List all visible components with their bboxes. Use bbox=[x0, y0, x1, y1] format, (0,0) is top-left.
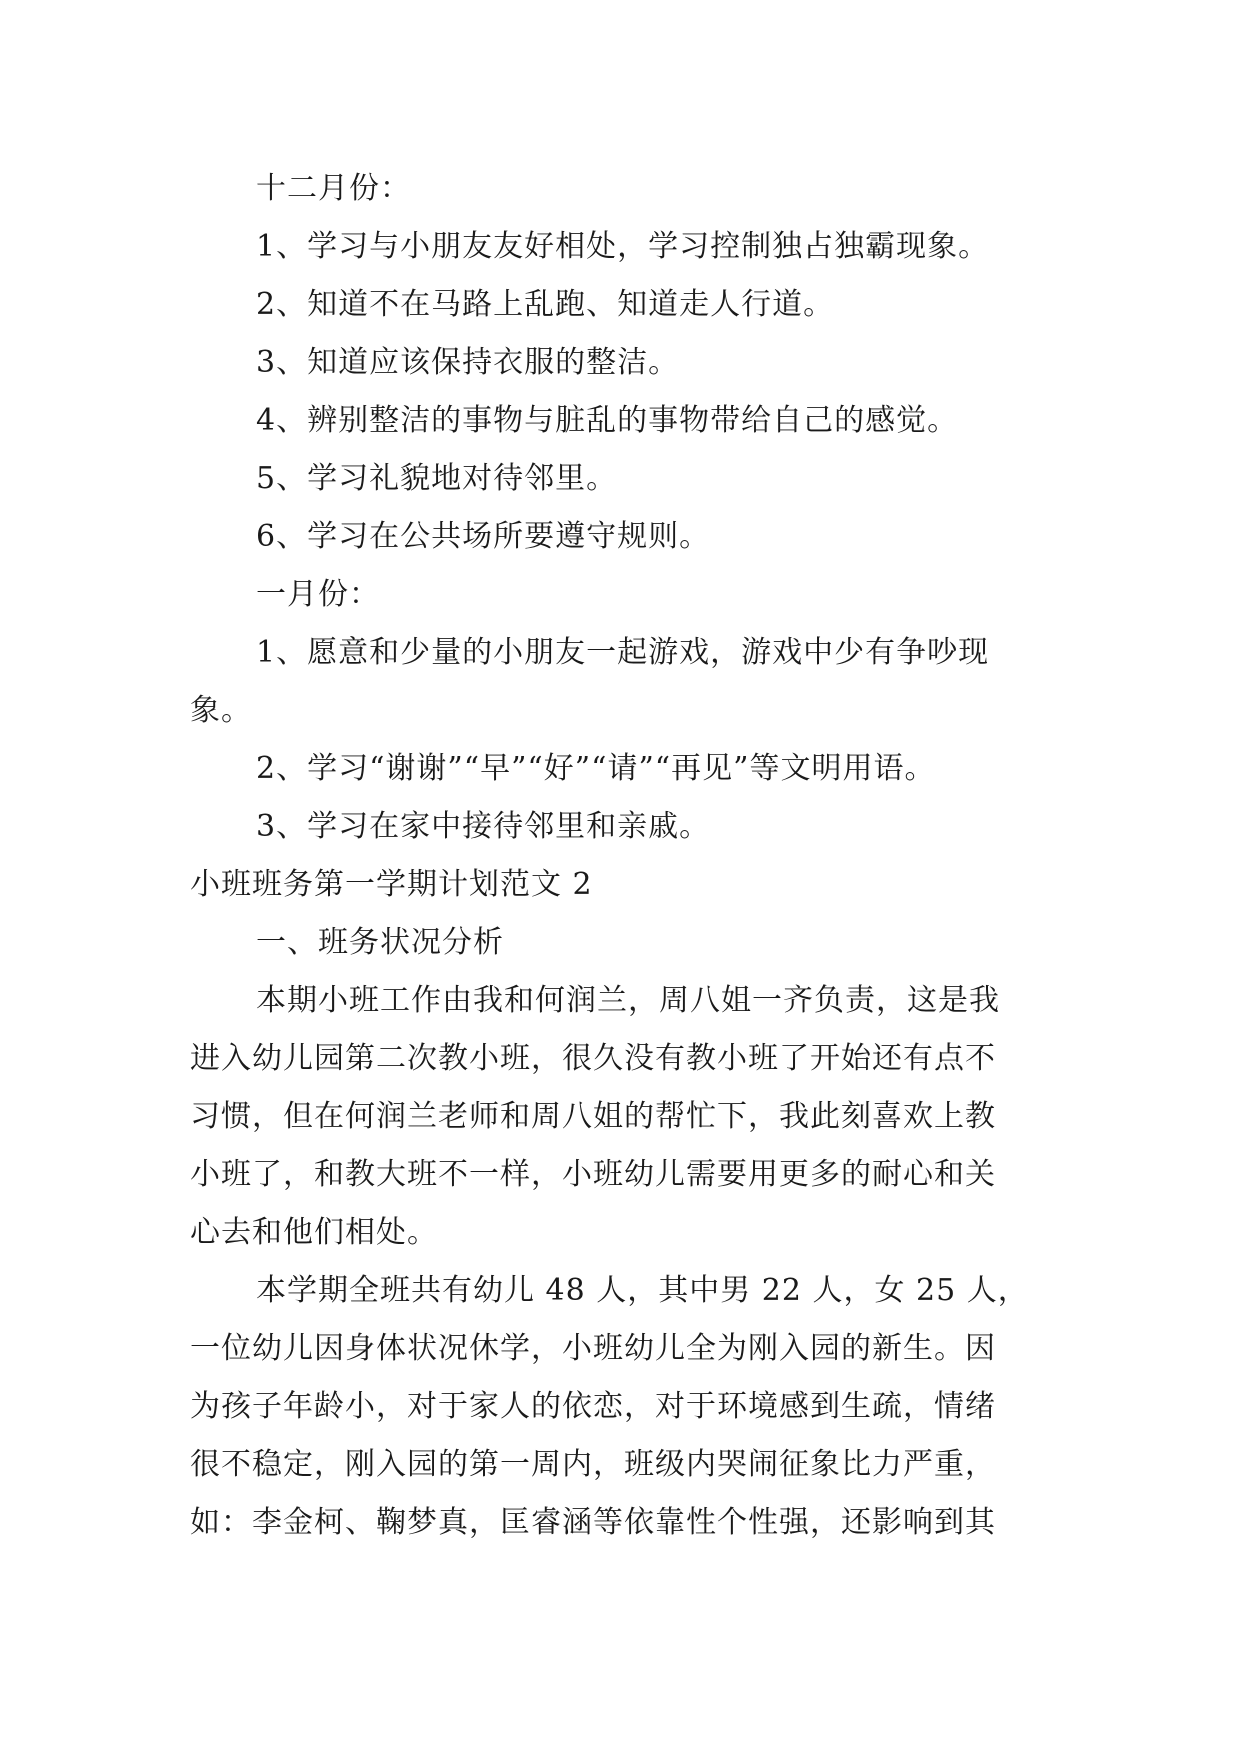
list-item: 4、辨别整洁的事物与脏乱的事物带给自己的感觉。 bbox=[256, 403, 959, 438]
paragraph-line: 本期小班工作由我和何润兰，周八姐一齐负责，这是我 bbox=[256, 983, 1000, 1018]
list-item: 2、学习“谢谢”“早”“好”“请”“再见”等文明用语。 bbox=[256, 751, 936, 786]
list-item: 5、学习礼貌地对待邻里。 bbox=[256, 461, 618, 496]
list-item: 2、知道不在马路上乱跑、知道走人行道。 bbox=[256, 287, 835, 322]
paragraph-line: 心去和他们相处。 bbox=[190, 1215, 438, 1250]
list-item-continuation: 象。 bbox=[190, 693, 252, 728]
section-heading-december: 十二月份： bbox=[256, 171, 411, 206]
list-item: 1、愿意和少量的小朋友一起游戏，游戏中少有争吵现 bbox=[256, 635, 990, 670]
paragraph-line: 本学期全班共有幼儿 48 人，其中男 22 人，女 25 人， bbox=[256, 1273, 1029, 1308]
section-heading: 一、班务状况分析 bbox=[256, 925, 504, 960]
list-item: 6、学习在公共场所要遵守规则。 bbox=[256, 519, 711, 554]
document-body bbox=[190, 160, 1050, 1552]
paragraph bbox=[190, 1262, 1050, 1552]
list-item: 1、学习与小朋友友好相处，学习控制独占独霸现象。 bbox=[256, 229, 990, 264]
article-title: 小班班务第一学期计划范文 2 bbox=[190, 867, 593, 902]
paragraph-line: 很不稳定，刚入园的第一周内，班级内哭闹征象比力严重， bbox=[190, 1447, 996, 1482]
paragraph-line: 如：李金柯、鞠梦真，匡睿涵等依靠性个性强，还影响到其 bbox=[190, 1505, 996, 1540]
list-item: 3、知道应该保持衣服的整洁。 bbox=[256, 345, 680, 380]
paragraph-line: 小班了，和教大班不一样，小班幼儿需要用更多的耐心和关 bbox=[190, 1157, 996, 1192]
paragraph-line: 习惯，但在何润兰老师和周八姐的帮忙下，我此刻喜欢上教 bbox=[190, 1099, 996, 1134]
paragraph bbox=[190, 972, 1050, 1262]
list-item: 3、学习在家中接待邻里和亲戚。 bbox=[256, 809, 711, 844]
paragraph-line: 一位幼儿因身体状况休学，小班幼儿全为刚入园的新生。因 bbox=[190, 1331, 996, 1366]
paragraph-line: 进入幼儿园第二次教小班，很久没有教小班了开始还有点不 bbox=[190, 1041, 996, 1076]
paragraph-line: 为孩子年龄小，对于家人的依恋，对于环境感到生疏，情绪 bbox=[190, 1389, 996, 1424]
section-heading-january: 一月份： bbox=[256, 577, 380, 612]
